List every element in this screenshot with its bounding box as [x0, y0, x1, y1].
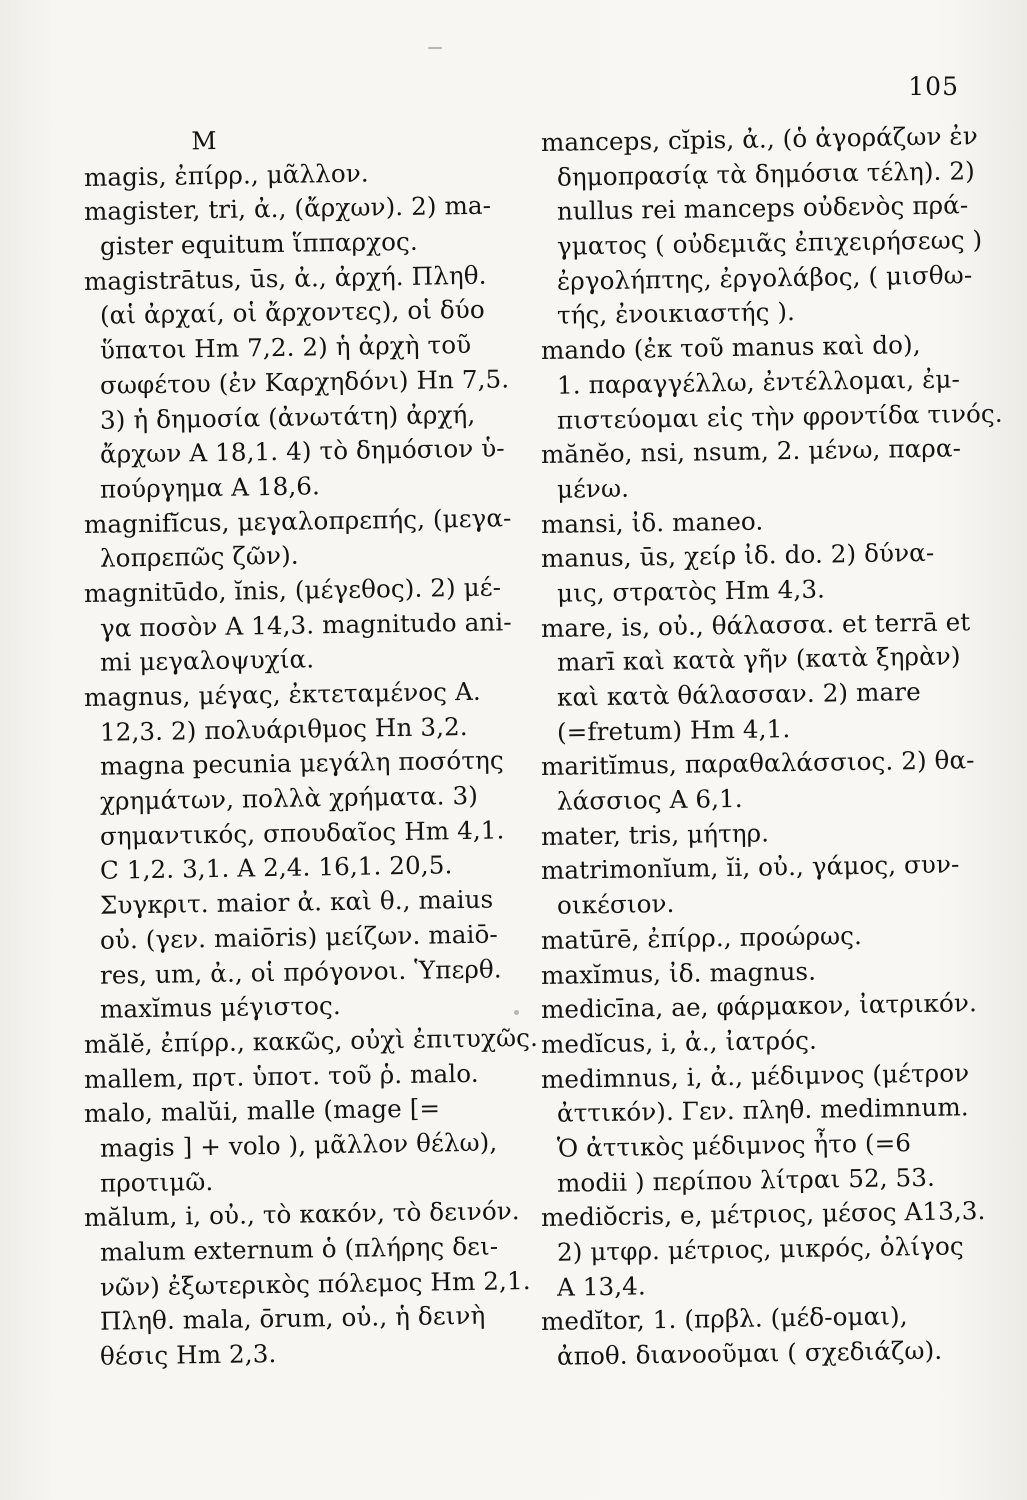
entry-line: ὕπατοι Hm 7,2. 2) ἡ ἀρχὴ τοῦ: [99, 330, 472, 365]
page-number: 105: [908, 72, 959, 101]
entry-line: ἐργολήπτης, ἐργολάβος, ( μισθω-: [556, 259, 973, 296]
entry-line: μένω.: [556, 473, 630, 504]
entry-line: medĭtor, 1. (πρβλ. (μέδ-ομαι),: [540, 1301, 908, 1337]
entry-line: magistrātus, ūs, ἀ., ἀρχή. Πληθ.: [83, 260, 487, 296]
entry-line: λάσσιος A 6,1.: [556, 783, 743, 816]
entry-line: magis, ἐπίρρ., μᾶλλον.: [83, 158, 369, 192]
entry-line: res, um, ἀ., οἱ πρόγονοι. Ὑπερθ.: [99, 953, 502, 990]
left-column: [83, 125, 539, 1375]
entry-line: (=fretum) Hm 4,1.: [556, 713, 791, 747]
entry-line: maxĭmus, ἰδ. magnus.: [540, 956, 817, 990]
entry-line: mare, is, οὐ., θάλασσα. et terrā et: [540, 606, 971, 643]
entry-line: magister, tri, ἀ., (ἄρχων). 2) ma-: [83, 190, 492, 227]
entry-line: marī καὶ κατὰ γῆν (κατὰ ξηρὰν): [556, 641, 961, 678]
entry-line: mediŏcris, e, μέτριος, μέσος A13,3.: [540, 1196, 986, 1233]
entry-line: γα ποσὸν A 14,3. magnitudo ani-: [99, 606, 512, 643]
entry-line: matrimonĭum, ĭi, οὐ., γάμος, συν-: [540, 849, 960, 886]
entry-line: mălĕ, ἐπίρρ., κακῶς, οὐχὶ ἐπιτυχῶς.: [83, 1022, 539, 1059]
section-letter-heading: M: [191, 125, 217, 156]
entry-line: θέσις Hm 2,3.: [99, 1339, 277, 1371]
entry-line: 3) ἡ δημοσία (ἀνωτάτη) ἀρχή,: [99, 399, 476, 435]
entry-line: C 1,2. 3,1. A 2,4. 16,1. 20,5.: [99, 850, 453, 886]
entry-line: manceps, cĭpis, ἀ., (ὁ ἀγοράζων ἐν: [540, 121, 978, 157]
entry-line: πούργημα A 18,6.: [99, 471, 321, 504]
entry-line: ἄρχων A 18,1. 4) τὸ δημόσιον ὑ-: [99, 433, 505, 469]
entry-line: modii ) περίπου λίτραι 52, 53.: [556, 1162, 936, 1198]
entry-line: τής, ἐνοικιαστής ).: [556, 297, 796, 331]
entry-line: οικέσιον.: [556, 889, 675, 920]
entry-line: 1. παραγγέλλω, ἐντέλλομαι, ἐμ-: [556, 364, 961, 400]
entry-line: δημοπρασίᾳ τὰ δημόσια τέλη). 2): [556, 155, 976, 192]
entry-line: Ὁ ἀττικὸς μέδιμνος ἦτο (=6: [556, 1128, 912, 1163]
entry-line: maritĭmus, παραθαλάσσιος. 2) θα-: [540, 745, 975, 782]
entry-line: mi μεγαλοψυχία.: [99, 644, 315, 678]
entry-line: mando (ἐκ τοῦ manus καὶ do),: [540, 330, 921, 366]
right-column: [540, 121, 1003, 1375]
entry-line: Πληθ. mala, ōrum, οὐ., ἡ δεινὴ: [99, 1301, 486, 1337]
entry-line: 12,3. 2) πολυάριθμος Hn 3,2.: [99, 711, 468, 747]
entry-line: λοπρεπῶς ζῶν).: [99, 540, 299, 573]
entry-line: σωφέτου (ἐν Καρχηδόνι) Hn 7,5.: [99, 364, 510, 400]
ink-speck: [428, 47, 442, 49]
entry-line: mănĕo, nsi, nsum, 2. μένω, παρα-: [540, 433, 962, 470]
entry-line: (αἱ ἀρχαί, οἱ ἄρχοντες), οἱ δύο: [99, 295, 485, 331]
entry-line: medĭcus, i, ἀ., ἰατρός.: [540, 1025, 818, 1059]
entry-line: 2) μτφρ. μέτριος, μικρός, ὀλίγος: [556, 1231, 964, 1267]
entry-line: medimnus, i, ἀ., μέδιμνος (μέτρον: [540, 1057, 970, 1094]
entry-line: ἀποθ. διανοοῦμαι ( σχεδιάζω).: [556, 1335, 943, 1371]
entry-line: οὐ. (γεν. maiōris) μείζων. maiō-: [99, 919, 499, 955]
entry-line: χρημάτων, πολλὰ χρήματα. 3): [99, 780, 479, 816]
entry-line: γματος ( οὐδεμιᾶς ἐπιχειρήσεως ): [556, 225, 983, 261]
entry-line: magnitūdo, ĭnis, (μέγεθος). 2) μέ-: [83, 572, 502, 608]
entry-line: maxĭmus μέγιστος.: [99, 991, 342, 1024]
entry-line: magis ] + volo ), μᾶλλον θέλω),: [99, 1127, 498, 1163]
entry-line: A 13,4.: [556, 1271, 647, 1302]
entry-line: mansi, ἰδ. maneo.: [540, 506, 764, 539]
entry-line: magna pecunia μεγάλη ποσότης: [99, 745, 504, 782]
entry-line: mallem, πρτ. ὑποτ. τοῦ ῥ. malo.: [83, 1058, 479, 1094]
entry-line: Συγκριτ. maior ἀ. καὶ θ., maius: [99, 884, 494, 920]
entry-line: πιστεύομαι εἰς τὴν φροντίδα τινός.: [556, 398, 1003, 435]
entry-line: mălum, i, οὐ., τὸ κακόν, τὸ δεινόν.: [83, 1196, 520, 1233]
entry-line: mater, tris, μήτηρ.: [540, 818, 770, 851]
entry-line: magnus, μέγας, ἐκτεταμένος A.: [83, 676, 481, 712]
entry-line: magnifĭcus, μεγαλοπρεπής, (μεγα-: [83, 502, 512, 539]
entry-line: manus, ūs, χείρ ἰδ. do. 2) δύνα-: [540, 538, 935, 574]
entry-line: νῶν) ἐξωτερικὸς πόλεμος Hm 2,1.: [99, 1265, 531, 1302]
entry-line: medicīna, ae, φάρμακον, ἰατρικόν.: [540, 988, 978, 1025]
entry-line: μις, στρατὸς Hm 4,3.: [556, 574, 826, 608]
entry-line: ἀττικόν). Γεν. πληθ. medimnum.: [556, 1092, 969, 1128]
entry-line: σημαντικός, σπουδαῖος Hm 4,1.: [99, 815, 505, 851]
entry-line: gister equitum ἵππαρχος.: [99, 226, 419, 261]
entry-line: καὶ κατὰ θάλασσαν. 2) mare: [556, 677, 921, 712]
entry-line: malo, malŭi, malle (mage [=: [83, 1093, 441, 1129]
entry-line: προτιμῶ.: [99, 1166, 214, 1198]
entry-line: matūrē, ἐπίρρ., προώρως.: [540, 920, 863, 955]
entry-line: nullus rei manceps οὐδενὸς πρά-: [556, 190, 969, 227]
entry-line: malum externum ὁ (πλήρης δει-: [99, 1231, 499, 1267]
